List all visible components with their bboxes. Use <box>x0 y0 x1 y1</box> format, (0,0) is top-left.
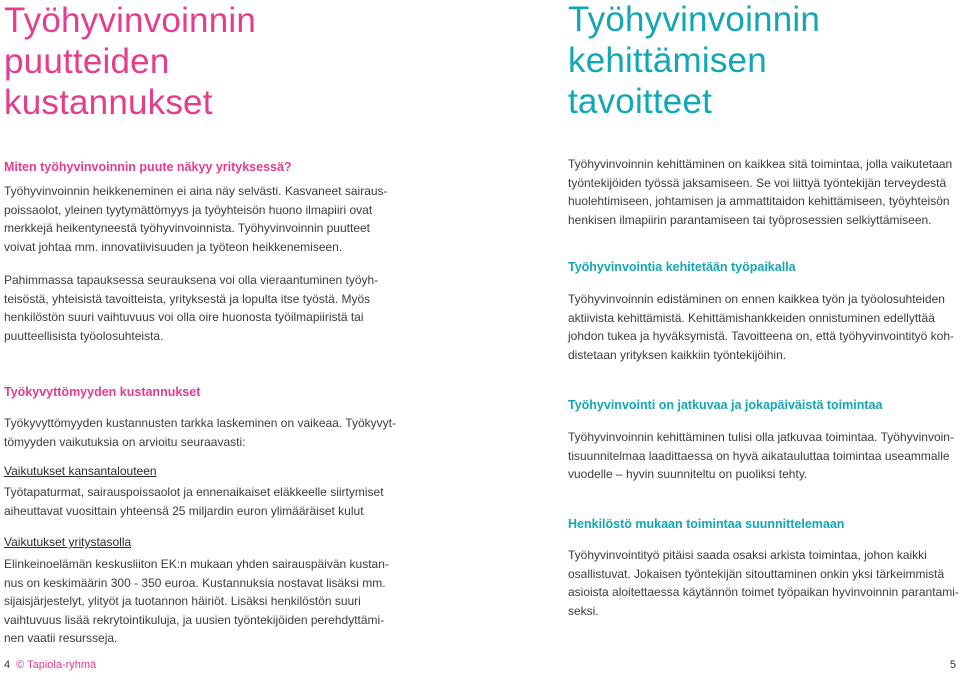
paragraph <box>568 546 959 620</box>
text-line: henkisen ilmapiirin parantamiseen tai työprosessien selkiyttämiseen. <box>568 212 932 227</box>
copyright-text: © Tapiola-ryhmä <box>16 659 97 671</box>
section-heading: Työkyvyttömyyden kustannukset <box>4 385 201 399</box>
page-number-left: 4 <box>4 659 11 671</box>
text-line: osallistuvat. Jokaisen työntekijän sitouttaminen onkin yksi tärkeimmistä <box>568 566 945 581</box>
paragraph <box>4 414 396 451</box>
text-line: tömyyden vaikutuksia on arvioitu seuraavasti: <box>4 434 246 449</box>
paragraph <box>568 155 956 229</box>
title-line: puutteiden <box>4 42 170 81</box>
title-line: Työhyvinvoinnin <box>4 1 257 40</box>
text-line: merkkejä heikentyneestä työhyvinvoinnista. Työhyvinvoinnin puutteet <box>4 221 370 235</box>
text-line: asioista aloitettaessa käytännön toimet työpaikan hyvinvoinnin parantami- <box>568 585 959 599</box>
text-line: henkilöstön suuri vaihtuvuus voi olla oire huonosta työilmapiiristä tai <box>4 310 364 324</box>
right-page-title <box>568 0 820 122</box>
title-line: tavoitteet <box>568 82 713 121</box>
text-line: Työhyvinvoinnin edistäminen on ennen kaikkea työn ja työolosuhteiden <box>568 292 945 306</box>
subheading: Vaikutukset kansantalouteen <box>4 464 157 478</box>
text-line: Pahimmassa tapauksessa seurauksena voi olla vieraantuminen työyh- <box>4 273 379 287</box>
paragraph <box>568 428 956 484</box>
text-line: nen vaatii resursseja. <box>4 631 118 645</box>
section-heading: Miten työhyvinvoinnin puute näkyy yrityksessä? <box>4 160 292 174</box>
paragraph <box>4 483 396 520</box>
title-line: Työhyvinvoinnin <box>568 0 821 39</box>
paragraph <box>4 555 396 648</box>
text-line: Elinkeinoelämän keskusliiton EK:n mukaan yhden sairauspäivän kustan- <box>4 557 389 571</box>
text-line: distetaan yrityksen kaikkiin työntekijöihin. <box>568 347 787 362</box>
section-heading: Henkilöstö mukaan toimintaa suunnittelemaan <box>568 517 845 531</box>
section-heading: Työhyvinvointia kehitetään työpaikalla <box>568 260 796 274</box>
text-line: tisuunnitelmaa laadittaessa on hyvä aikatauluttaa toimintaa useammalle <box>568 448 950 463</box>
section-jatkuvaa <box>568 397 956 484</box>
text-line: työntekijöiden työssä jaksamiseen. Se voi liittyä työntekijän terveydestä <box>568 175 947 190</box>
text-line: johdon tukea ja hyväksymistä. Tavoitteena on, että työhyvinvointityö koh- <box>568 329 954 343</box>
section-puute <box>4 159 396 345</box>
text-line: vuodelle – hyvin suunniteltu on puoliksi tehty. <box>568 467 808 481</box>
subheading: Vaikutukset yritystasolla <box>4 535 132 549</box>
left-page-title <box>4 0 256 123</box>
text-line: huolehtimiseen, johtamisen ja ammattitaidon kehittämiseen, työyhteisön <box>568 194 950 208</box>
title-line: kehittämisen <box>568 41 767 80</box>
section-tyokyvyttomyys <box>4 384 396 648</box>
footer-left <box>4 659 96 671</box>
text-line: Työhyvinvointityö pitäisi saada osaksi arkista toimintaa, johon kaikki <box>568 548 927 562</box>
text-line: aiheuttavat vuosittain yhteensä 25 miljardin euron ylimääräiset kulut <box>4 503 364 518</box>
text-line: aktiivista kehittämistä. Kehittämishankkeiden onnistuminen edellyttää <box>568 310 935 325</box>
text-line: Työhyvinvoinnin kehittäminen on kaikkea sitä toimintaa, jolla vaikutetaan <box>568 157 953 171</box>
text-line: poissaolot, yleinen tyytymättömyys ja työyhteisön huono ilmapiiri ovat <box>4 202 373 217</box>
text-line: seksi. <box>568 603 599 618</box>
text-line: Työkyvyttömyyden kustannusten tarkka laskeminen on vaikeaa. Työkyvyt- <box>4 416 396 430</box>
text-line: nus on keskimäärin 300 - 350 euroa. Kustannuksia nostavat lisäksi mm. <box>4 575 386 590</box>
page-number-right: 5 <box>949 659 956 671</box>
intro-section <box>568 155 956 229</box>
text-line: Työhyvinvoinnin heikkeneminen ei aina näy selvästi. Kasvaneet sairaus- <box>4 184 388 198</box>
text-line: Työtapaturmat, sairauspoissaolot ja ennenaikaiset eläkkeelle siirtymiset <box>4 485 384 499</box>
text-line: sijaisjärjestelyt, ylityöt ja tuotannon häiriöt. Lisäksi henkilöstön suuri <box>4 594 361 608</box>
section-tyopaikalla <box>568 259 956 364</box>
section-heading: Työhyvinvointi on jatkuvaa ja jokapäiväistä toimintaa <box>568 398 883 412</box>
text-line: voivat johtaa mm. innovatiivisuuden ja työteon heikkenemiseen. <box>4 239 343 254</box>
text-line: Työhyvinvoinnin kehittäminen tulisi olla jatkuvaa toimintaa. Työhyvinvoin- <box>568 430 954 444</box>
section-henkilosto <box>568 516 959 620</box>
paragraph <box>4 182 396 256</box>
text-line: puutteellisista työolosuhteista. <box>4 328 164 343</box>
text-line: vaihtuvuus lisää rekrytointikuluja, ja uusien työntekijöiden perehdyttämi- <box>4 612 385 627</box>
paragraph <box>568 290 956 364</box>
paragraph <box>4 271 396 345</box>
text-line: teisöstä, yhteisistä tavoitteista, yrityksestä ja lopulta itse työstä. Myös <box>4 291 371 306</box>
title-line: kustannukset <box>4 83 213 122</box>
